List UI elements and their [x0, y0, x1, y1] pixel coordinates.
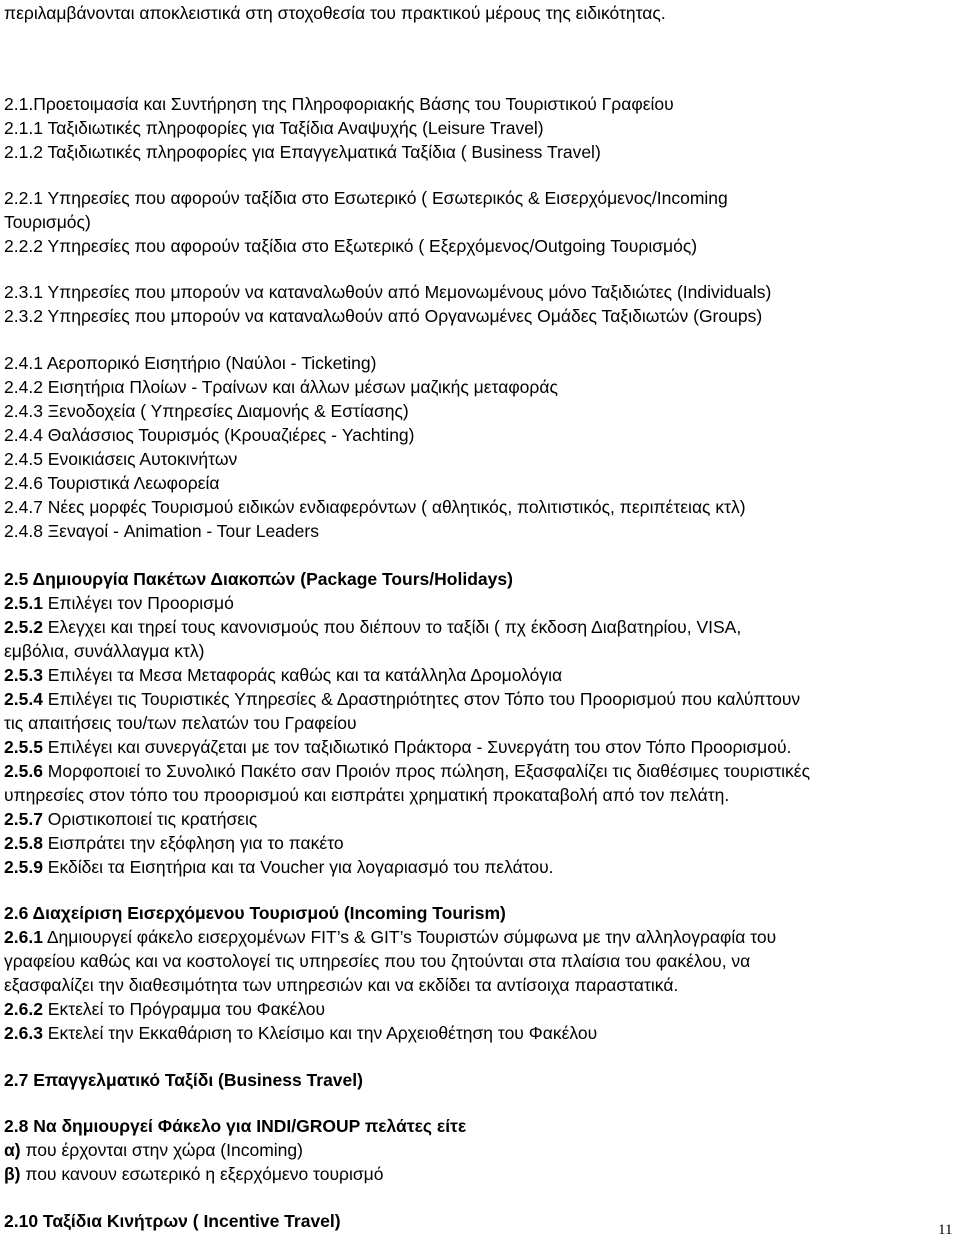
- text-line: [4, 141, 601, 163]
- body-text: Εκτελεί την Εκκαθάριση το Κλείσιμο και την Αρχειοθέτηση του Φακέλου: [42, 1023, 598, 1043]
- text-line: [4, 472, 220, 494]
- heading-text: α): [4, 1140, 21, 1160]
- text-line: [4, 2, 666, 24]
- body-text: 2.4.2 Εισητήρια Πλοίων - Τραίνων και άλλων μέσων μαζικής μεταφοράς: [4, 377, 558, 397]
- heading-text: 2.6.2: [4, 999, 43, 1019]
- text-line: [4, 1115, 466, 1137]
- text-line: [4, 93, 674, 115]
- body-text: 2.1.1 Ταξιδιωτικές πληροφορίες για Ταξίδια Αναψυχής (Leisure Travel): [4, 118, 544, 138]
- text-line: [4, 592, 234, 614]
- body-text: 2.4.6 Τουριστικά Λεωφορεία: [4, 473, 220, 493]
- body-text: εμβόλια, συνάλλαγμα κτλ): [4, 641, 205, 661]
- body-text: Μορφοποιεί το Συνολικό Πακέτο σαν Προιόν προς πώληση, Εξασφαλίζει τις διαθέσιμες τουριστικές: [42, 761, 811, 781]
- text-line: [4, 784, 729, 806]
- heading-text: 2.5.4: [4, 689, 43, 709]
- text-line: [4, 640, 204, 662]
- text-line: [4, 688, 800, 710]
- body-text: γραφείου καθώς και να κοστολογεί τις υπηρεσίες που του ζητούνται στα πλαίσια του φακέλου, να: [4, 951, 751, 971]
- text-line: [4, 1069, 363, 1091]
- body-text: 2.2.2 Υπηρεσίες που αφορούν ταξίδια στο Εξωτερικό ( Εξερχόμενος/Outgoing Τουρισμός): [4, 236, 698, 256]
- body-text: Εισπράτει την εξόφληση για το πακέτο: [42, 833, 344, 853]
- text-line: [4, 376, 558, 398]
- heading-text: 2.5.8: [4, 833, 43, 853]
- body-text: 2.4.7 Νέες μορφές Τουρισμού ειδικών ενδιαφερόντων ( αθλητικός, πολιτιστικός, περιπέτειας κτλ): [4, 497, 746, 517]
- text-line: [4, 448, 237, 470]
- heading-text: 2.10 Ταξίδια Κινήτρων ( Incentive Travel): [4, 1211, 341, 1231]
- text-line: [4, 424, 414, 446]
- body-text: 2.1.Προετοιμασία και Συντήρηση της Πληροφοριακής Βάσης του Τουριστικού Γραφείου: [4, 94, 674, 114]
- text-line: [4, 926, 776, 948]
- body-text: που κανουν εσωτερικό η εξερχόμενο τουρισμό: [20, 1164, 384, 1184]
- text-line: [4, 400, 409, 422]
- body-text: Εκδίδει τα Εισητήρια και τα Voucher για λογαριασμό του πελάτου.: [42, 857, 554, 877]
- text-line: [4, 1163, 384, 1185]
- body-text: Δημιουργεί φάκελο εισερχομένων FIT’s & GIT’s Τουριστών σύμφωνα με την αλληλογραφία του: [42, 927, 777, 947]
- body-text: Οριστικοποιεί τις κρατήσεις: [42, 809, 258, 829]
- heading-text: 2.5.2: [4, 617, 43, 637]
- body-text: Επιλέγει τις Τουριστικές Υπηρεσίες & Δραστηριότητες στον Τόπο του Προορισμού που καλύπτουν: [42, 689, 801, 709]
- text-line: [4, 568, 513, 590]
- text-line: [4, 950, 750, 972]
- text-line: [4, 832, 344, 854]
- text-line: [4, 808, 257, 830]
- body-text: που έρχονται στην χώρα (Incoming): [20, 1140, 303, 1160]
- body-text: 2.4.5 Ενοικιάσεις Αυτοκινήτων: [4, 449, 238, 469]
- heading-text: 2.5.6: [4, 761, 43, 781]
- heading-text: 2.5 Δημιουργία Πακέτων Διακοπών (Package Tours/Holidays): [4, 569, 513, 589]
- text-line: [4, 305, 762, 327]
- text-line: [4, 760, 810, 782]
- body-text: 2.4.1 Αεροπορικό Εισητήριο (Ναύλοι - Ticketing): [4, 353, 377, 373]
- text-line: [4, 902, 506, 924]
- heading-text: 2.5.3: [4, 665, 43, 685]
- text-line: [4, 616, 741, 638]
- body-text: 2.1.2 Ταξιδιωτικές πληροφορίες για Επαγγελματικά Ταξίδια ( Business Travel): [4, 142, 601, 162]
- text-line: [4, 974, 678, 996]
- text-line: [4, 712, 357, 734]
- text-line: [4, 664, 562, 686]
- body-text: Εκτελεί το Πρόγραμμα του Φακέλου: [42, 999, 326, 1019]
- body-text: 2.3.1 Υπηρεσίες που μπορούν να καταναλωθούν από Μεμονωμένους μόνο Ταξιδιώτες (Individuals): [4, 282, 772, 302]
- text-line: [4, 1210, 341, 1232]
- text-line: [4, 352, 376, 374]
- heading-text: 2.5.1: [4, 593, 43, 613]
- body-text: 2.4.4 Θαλάσσιος Τουρισμός (Κρουαζιέρες - Yachting): [4, 425, 415, 445]
- text-line: [4, 211, 91, 233]
- text-line: [4, 281, 771, 303]
- text-line: [4, 856, 554, 878]
- body-text: 2.4.3 Ξενοδοχεία ( Υπηρεσίες Διαμονής & Εστίασης): [4, 401, 409, 421]
- heading-text: 2.6.3: [4, 1023, 43, 1043]
- body-text: Επιλέγει και συνεργάζεται με τον ταξιδιωτικό Πράκτορα - Συνεργάτη του στον Τόπο Προορισμού.: [42, 737, 792, 757]
- text-line: [4, 496, 746, 518]
- text-line: [4, 1139, 303, 1161]
- body-text: Επιλέγει τα Μεσα Μεταφοράς καθώς και τα κατάλληλα Δρομολόγια: [42, 665, 563, 685]
- heading-text: 2.5.7: [4, 809, 43, 829]
- text-line: [4, 520, 319, 542]
- text-line: [4, 998, 325, 1020]
- body-text: εξασφαλίζει την διαθεσιμότητα των υπηρεσιών και να εκδίδει τα αντίσοιχα παραστατικά.: [4, 975, 679, 995]
- text-line: [4, 1022, 597, 1044]
- text-line: [4, 117, 544, 139]
- heading-text: 2.5.9: [4, 857, 43, 877]
- body-text: 2.3.2 Υπηρεσίες που μπορούν να καταναλωθούν από Οργανωμένες Ομάδες Ταξιδιωτών (Groups): [4, 306, 763, 326]
- body-text: Ελεγχει και τηρεί τους κανονισμούς που διέπουν το ταξίδι ( πχ έκδοση Διαβατηρίου, VISA,: [42, 617, 742, 637]
- heading-text: 2.8 Να δημιουργεί Φάκελο για INDI/GROUP πελάτες είτε: [4, 1116, 467, 1136]
- text-line: [4, 736, 791, 758]
- heading-text: β): [4, 1164, 21, 1184]
- body-text: υπηρεσίες στον τόπο του προορισμού και εισπράτει χρηματική προκαταβολή από τον πελάτη.: [4, 785, 730, 805]
- heading-text: 2.6 Διαχείριση Εισερχόμενου Τουρισμού (Incoming Tourism): [4, 903, 506, 923]
- heading-text: 2.6.1: [4, 927, 43, 947]
- body-text: τις απαιτήσεις του/των πελατών του Γραφείου: [4, 713, 357, 733]
- body-text: Επιλέγει τον Προορισμό: [42, 593, 234, 613]
- body-text: Τουρισμός): [4, 212, 91, 232]
- body-text: περιλαμβάνονται αποκλειστικά στη στοχοθεσία του πρακτικού μέρους της ειδικότητας.: [4, 3, 666, 23]
- body-text: 2.4.8 Ξεναγοί - Animation - Tour Leaders: [4, 521, 319, 541]
- heading-text: 2.7 Επαγγελματικό Ταξίδι (Business Travel): [4, 1070, 363, 1090]
- text-line: [4, 235, 697, 257]
- text-line: [4, 187, 728, 209]
- body-text: 2.2.1 Υπηρεσίες που αφορούν ταξίδια στο Εσωτερικό ( Εσωτερικός & Εισερχόμενος/Incoming: [4, 188, 728, 208]
- heading-text: 2.5.5: [4, 737, 43, 757]
- page-number: 11: [938, 1222, 953, 1238]
